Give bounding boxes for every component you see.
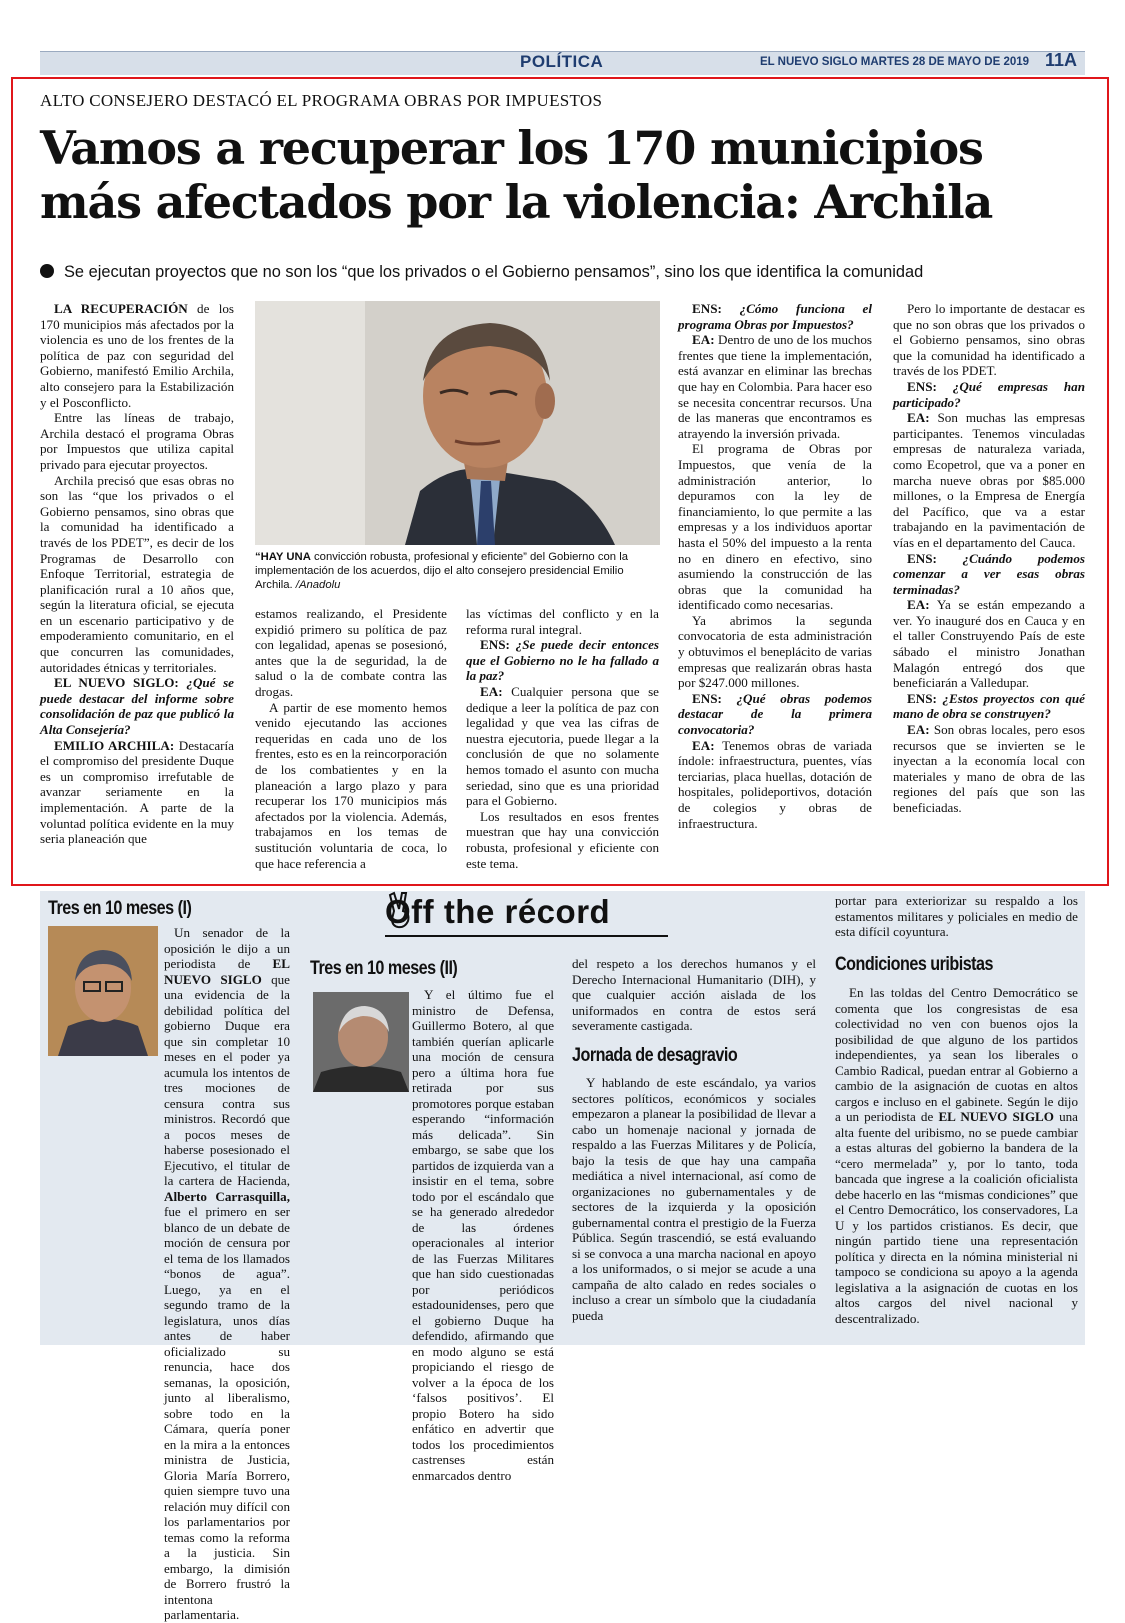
paragraph: Ya abrimos la segunda convocatoria de esta administración y obtuvimos el beneplácito de varias empresas que realizarán obras hasta por $247.000 millones.: [678, 612, 872, 691]
archila-photo: [255, 301, 660, 545]
title-underline: [385, 935, 668, 937]
headline-line-2: más afectados por la violencia: Archila: [40, 175, 993, 229]
section-heading: Tres en 10 meses (II): [310, 958, 458, 979]
section-heading: Tres en 10 meses (I): [48, 898, 192, 919]
question: ENS: ¿Se puede decir entonces que el Gobierno no le ha fallado a la paz?: [466, 637, 659, 684]
answer: EA: Son muchas las empresas participantes. Tenemos vinculadas empresas de naturaleza variada, como Ecopetrol, que va a poner en marcha nueve obras por $85.000 millones, o la Empresa de Energía del Pacífico, que va a estar trabajando en la pavimentación de vías en el departamento del Cauca.: [893, 410, 1085, 550]
condiciones-uribistas-text: En las toldas del Centro Democrático se comenta que los congresistas de esa colectividad no ven con buenos ojos la posibilidad de que alguno de los partidos independientes, ya sean los liberales o Cambio Radical, puedan entrar al Gobierno a cambio de la asignación de cuotas en altos cargos e incluso en el gabinete. Según le dijo a un periodista de EL NUEVO SIGLO una alta fuente del uribismo, no se puede cambiar a estas alturas del gobierno la bandera de la “cero mermelada” y, por lo tanto, toda bancada que ingrese a la coalición oficialista debe hacerlo en las “mismas condiciones” que el Centro Democrático, los conservadores, La U y los partidos cristianos. Es decir, que ningún partido tiene una representación política y directa en la nómina ministerial ni tampoco se condiciona su apoyo a la agenda legislativa a la asignación de cuotas en los altos cargos del nivel nacional y descentralizado.: [835, 985, 1078, 1326]
section-heading: Jornada de desagravio: [572, 1045, 738, 1066]
paragraph: El programa de Obras por Impuestos, que venía de la administración anterior, lo depuramos con la ley de financiamiento, lo que permite a las empresas y a los individuos aportar hasta el 50% del impuesto a la renta no en dinero en efectivo, sino asumiendo la construcción de las obras que la comunidad ha identificado como necesarias.: [678, 441, 872, 613]
answer: EMILIO ARCHILA: Destacaría el compromiso del presidente Duque es un compromiso irrefutable de avanzar seriamente en la implementación. A parte de la voluntad política evidente en la muy seria planeación que: [40, 737, 234, 847]
section-label: POLÍTICA: [520, 52, 604, 71]
paragraph: Pero lo importante de destacar es que no son obras que los privados o el Gobierno pensamos, sino obras que la comunidad ha identificado a través de los PDET.: [893, 301, 1085, 379]
paragraph: A partir de ese momento hemos venido ejecutando las acciones requeridas en cada uno de los frentes, esto es en la reincorporación de los combatientes y en la planeación a largo plazo y para recuperar los 170 municipios más afectados por la violencia. Además, trabajamos en los temas de sustitución voluntaria de coca, lo que hace referencia a: [255, 699, 447, 871]
paragraph: Los resultados en esos frentes muestran que hay una convicción robusta, profesional y eficiente con este tema.: [466, 808, 659, 871]
off-the-record-col-3-top: del respeto a los derechos humanos y el Derecho Internacional Humanitario (DIH), y que cualquier acción aislada de los uniformados en contra de estos será severamente castigada.: [572, 956, 816, 1033]
article-column-5: [893, 301, 1085, 816]
question: ENS: ¿Cómo funciona el programa Obras por Impuestos?: [678, 301, 872, 332]
bullet-icon: [40, 264, 54, 278]
article-column-2: [255, 606, 447, 871]
tres-en-10-meses-1-text: Un senador de la oposición le dijo a un periodista de EL NUEVO SIGLO que una evidencia de la debilidad política del gobierno Duque era que sin completar 10 meses en el poder ya acumula los intentos de tres mociones de censura contra sus ministros. Recordó que a pocos meses de haberse posesionado el Ejecutivo, el titular de la cartera de Hacienda, Alberto Carrasquilla, fue el primero en ser blanco de un debate de moción de censura por el tema de los llamados “bonos de agua”. Luego, ya en el segundo tramo de la legislatura, unos días antes de haber oficializado su renuncia, hace dos semanas, la oposición, junto al liberalismo, sobre todo en la Cámara, quería poner en la mira a la entonces ministra de Justicia, Gloria María Borrero, quien siempre tuvo una relación muy difícil con los parlamentarios por temas como la reforma a la justicia. Sin embargo, la dimisión de Borrero frustró la intentona parlamentaria.: [164, 925, 290, 1622]
headline-line-1: Vamos a recuperar los 170 municipios: [40, 121, 983, 175]
article-column-1: [40, 301, 234, 847]
answer: EA: Ya se están empezando a ver. Yo inauguré dos en Cauca y en el taller Construyendo País de este sábado el ministro Jonathan Malagón entregó dos que beneficiarán a Valledupar.: [893, 597, 1085, 691]
question: ENS: ¿Cuándo podemos comenzar a ver esas obras terminadas?: [893, 550, 1085, 597]
article-column-3: [466, 606, 659, 871]
answer: EA: Dentro de uno de los muchos frentes que tiene la implementación, está avanzar en eliminar las brechas que hay en Colombia. Para hacer eso se necesita concentrar recursos. Una de las maneras que encontramos es atrayendo la inversión privada.: [678, 332, 872, 441]
jornada-de-desagravio-text: Y hablando de este escándalo, ya varios sectores políticos, económicos y sociales empezaron a planear la posibilidad de llevar a cabo un homenaje nacional y jornada de respaldo a las Fuerzas Militares y de Policía, bajo la tesis de que hay una campaña mediática a nivel internacional, así como de organizaciones no gubernamentales y de sectores de la izquierda y la oposición gubernamental contra el prestigio de la Fuerza Pública. Según trascendió, se está evaluando si se convoca a una marcha nacional en apoyo a los uniformados, o si mejor se acude a una campaña de alto calado en redes sociales o incluso a crear un símbolo que la ciudadanía pueda: [572, 1075, 816, 1323]
photo-caption: “HAY UNA convicción robusta, profesional y eficiente” del Gobierno con la implementación de los acuerdos, dijo el alto consejero presidencial Emilio Archila. /Anadolu: [255, 551, 628, 591]
page-number: 11A: [1045, 50, 1078, 70]
article-column-4: [678, 301, 872, 831]
answer: EA: Son obras locales, pero esos recursos que se invierten se le inyectan a la economía local con materiales y mano de obra de las regiones del país que son las beneficiadas.: [893, 722, 1085, 815]
question: ENS: ¿Qué obras podemos destacar de la primera convocatoria?: [678, 690, 872, 738]
off-the-record-col-4-top: portar para exteriorizar su respaldo a los estamentos militares y policiales en medio de esta difícil coyuntura.: [835, 893, 1078, 939]
question: EL NUEVO SIGLO: ¿Qué se puede destacar del informe sobre consolidación de paz que publicó la Alta Consejería?: [40, 675, 234, 738]
article-headline: [40, 121, 1100, 229]
paragraph: las víctimas del conflicto y en la reforma rural integral.: [466, 606, 659, 637]
answer: EA: Cualquier persona que se dedique a leer la política de paz con legalidad y que vea las cifras de nuestra ejecutoria, puede llegar a la conclusión de que no solamente hemos tomado el asunto con mucha seriedad, sino que es una prioridad para el Gobierno.: [466, 683, 659, 809]
question: ENS: ¿Qué empresas han participado?: [893, 378, 1086, 410]
answer: EA: Tenemos obras de variada índole: infraestructura, puentes, vías terciarias, placa huellas, dotación de hospitales, polideportivos, dotación de colegios y obras de infraestructura.: [678, 737, 872, 831]
newspaper-date: EL NUEVO SIGLO MARTES 28 DE MAYO DE 2019: [760, 56, 1030, 68]
question: ENS: ¿Estos proyectos con qué mano de obra se construyen?: [893, 690, 1085, 722]
tres-en-10-meses-2-text: Y el último fue el ministro de Defensa, Guillermo Botero, al que también querían aplicarle una moción de censura pero a última hora fue retirada por sus promotores porque estaban esperando “información más delicada”. Sin embargo, se sabe que los partidos de izquierda van a insistir en el tema, sobre todo por el escándalo que se ha generado alrededor de las órdenes operacionales al interior de las Fuerzas Militares que han sido cuestionadas por periódicos estadounidenses, pero que el gobierno Duque ha defendido, afirmando que en modo alguno se está propiciando el riesgo de volver a la época de los ‘falsos positivos’. El propio Botero ha sido enfático en advertir que todos los procedimientos castrenses están enmarcados dentro: [412, 987, 554, 1483]
paragraph: Archila precisó que esas obras no son las “que los privados o el Gobierno pensamos, sino obras que la comunidad ha identificado a través de los PDET”, es decir de los Programas de Desarrollo con Enfoque Territorial, estrategia de planificación rural a 10 años que, según la literatura oficial, se ejecuta en un escenario participativo y de empoderamiento comunitario, en el que concurren las comunidades, autoridades étnicas y territoriales.: [40, 472, 234, 675]
portrait-illustration: [255, 301, 660, 545]
article-kicker: ALTO CONSEJERO DESTACÓ EL PROGRAMA OBRAS POR IMPUESTOS: [40, 91, 603, 110]
paragraph: LA RECUPERACIÓN de los 170 municipios más afectados por la violencia es uno de los frentes de la política de paz con seguridad del Gobierno, manifestó Emilio Archila, alto consejero para la Estabilización y el Posconflicto.: [40, 301, 234, 410]
section-heading: Condiciones uribistas: [835, 954, 994, 975]
paragraph: Entre las líneas de trabajo, Archila destacó el programa Obras por Impuestos que utiliza capital privado para ejecutar proyectos.: [40, 410, 234, 472]
paragraph: estamos realizando, el Presidente expidió primero su política de paz con legalidad, apenas se posesionó, antes que la de seguridad, la de salud o la de combate contra las drogas.: [255, 606, 447, 699]
article-subline: Se ejecutan proyectos que no son los “que los privados o el Gobierno pensamos”, sino los que identifica la comunidad: [40, 263, 1110, 282]
off-the-record-title: Off the récord: [385, 893, 611, 930]
